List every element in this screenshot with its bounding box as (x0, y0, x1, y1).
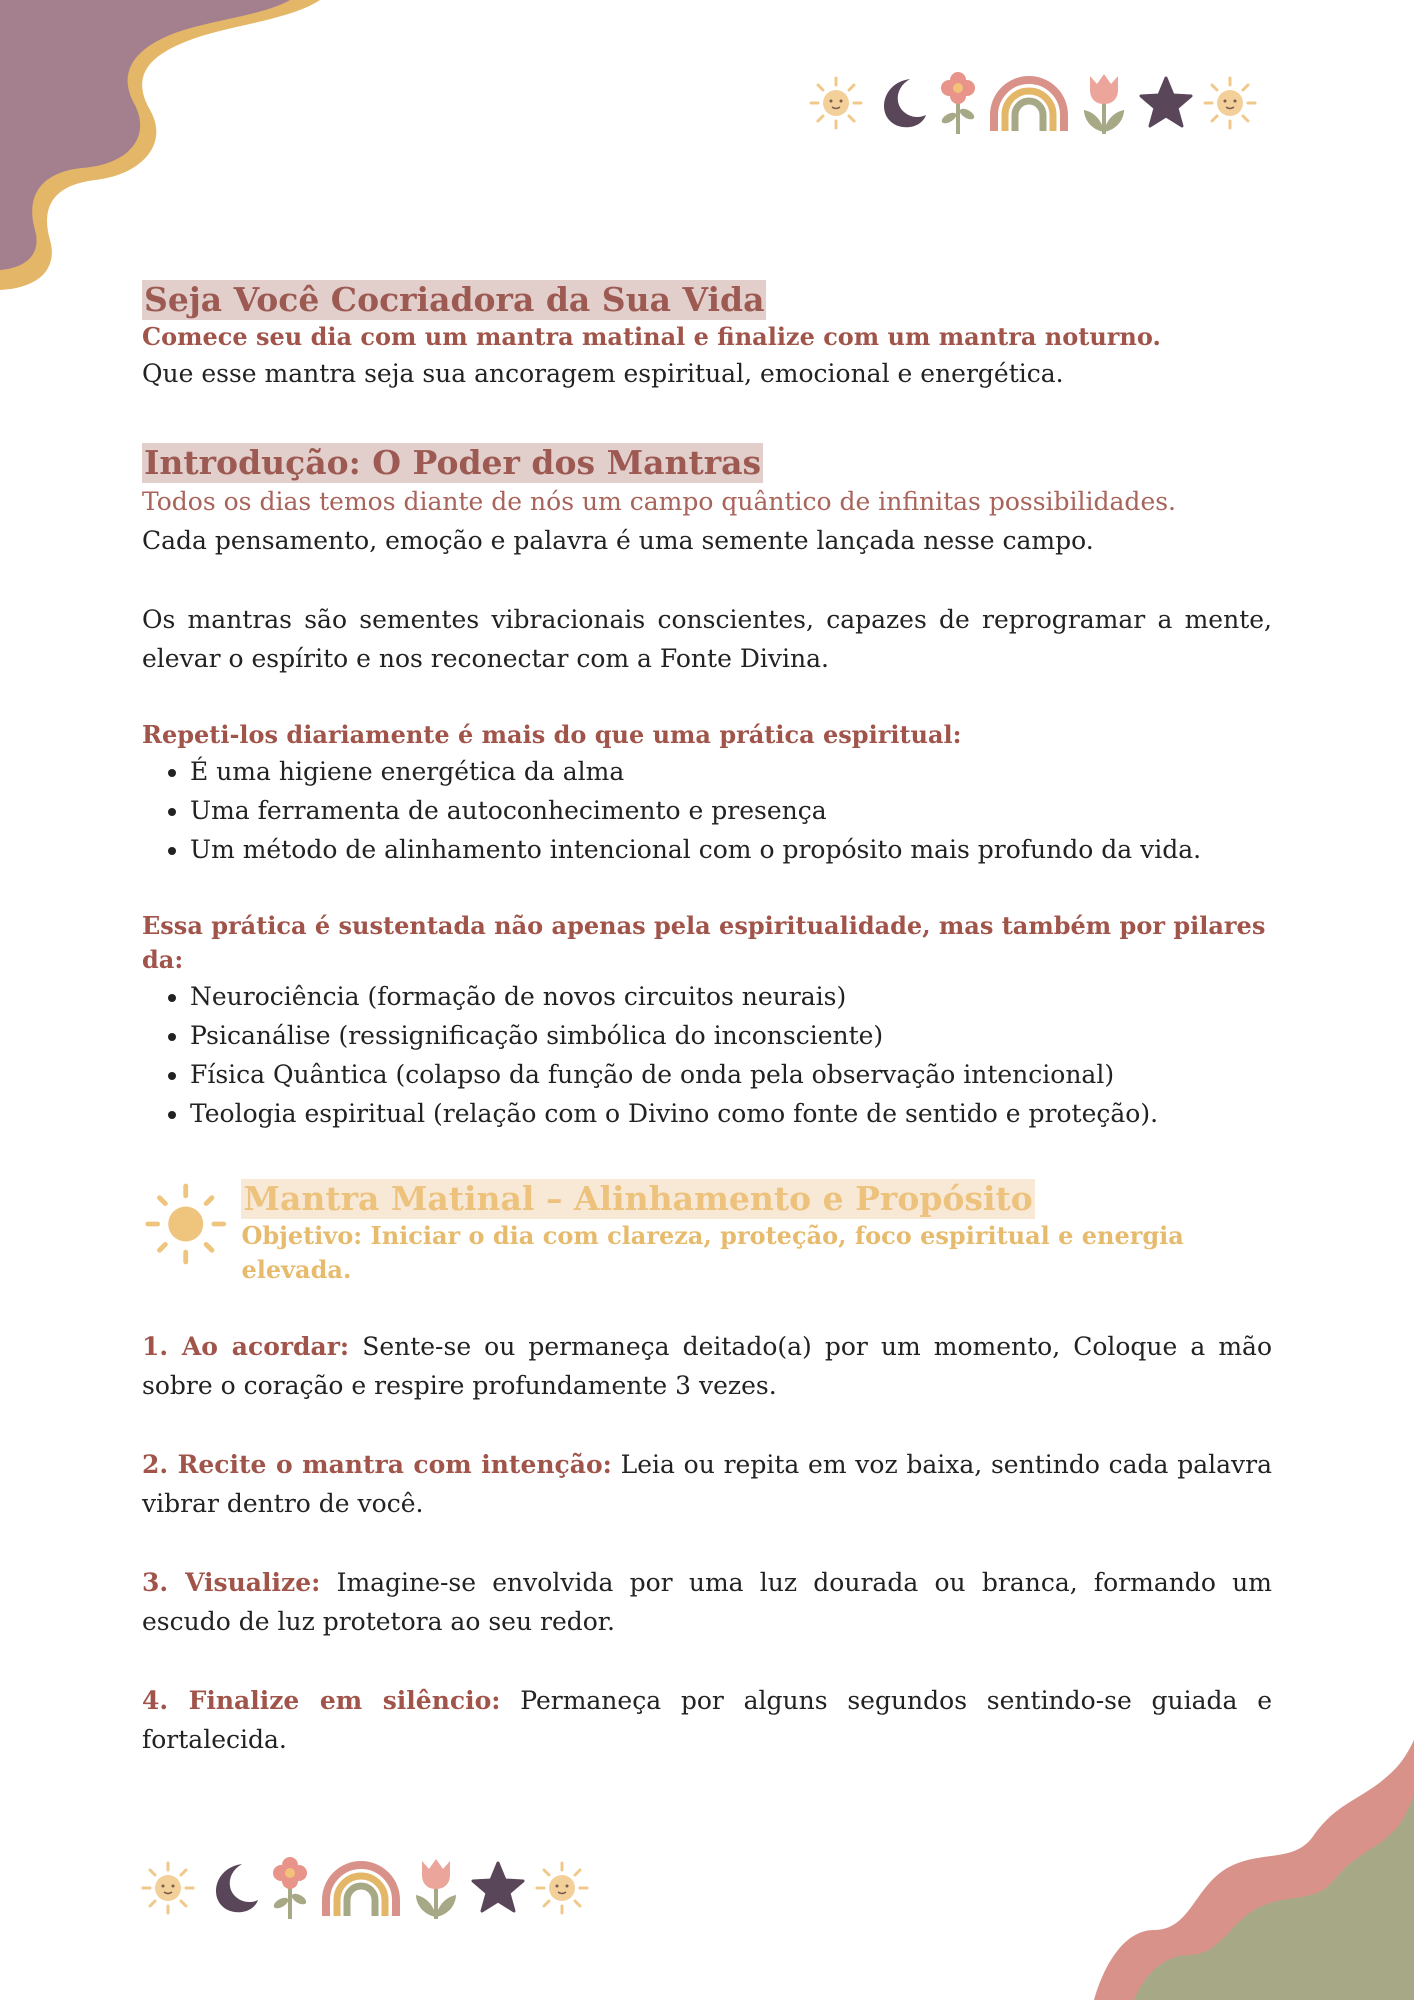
list-item: • Uma ferramenta de autoconhecimento e presença (190, 791, 1272, 830)
star-icon (1138, 75, 1194, 131)
step-label: 1. Ao acordar: (142, 1332, 350, 1361)
step-text: Permaneça por alguns segundos sentindo-se guiada e fortalecida. (142, 1686, 1273, 1754)
practice-list (142, 752, 1272, 869)
star-icon (470, 1860, 526, 1916)
morning-mantra-objective: Objetivo: Iniciar o dia com clareza, proteção, foco espiritual e energia elevada. (241, 1221, 1184, 1284)
list-item: • É uma higiene energética da alma (190, 752, 1272, 791)
tulip-icon (410, 1855, 462, 1921)
bottom-right-wave-decoration (1094, 1740, 1414, 2000)
step-label: 3. Visualize: (142, 1568, 321, 1597)
flower-icon (936, 70, 980, 136)
flower-icon (268, 1855, 312, 1921)
sun-icon (142, 1179, 229, 1269)
intro-line: Que esse mantra seja sua ancoragem espiritual, emocional e energética. (142, 359, 1064, 388)
sun-icon (808, 75, 864, 131)
morning-mantra-header (142, 1179, 1272, 1287)
top-icon-row (808, 70, 1258, 136)
morning-mantra-heading: Mantra Matinal – Alinhamento e Propósito (243, 1179, 1033, 1218)
introduction-lead: Todos os dias temos diante de nós um campo quântico de infinitas possibilidades. (142, 487, 1177, 516)
top-left-wave-decoration (0, 0, 330, 300)
step-4 (142, 1681, 1272, 1759)
list-item: • Física Quântica (colapso da função de onda pela observação intencional) (190, 1055, 1272, 1094)
step-text: Sente-se ou permaneça deitado(a) por um momento, Coloque a mão sobre o coração e respire profundamente 3 vezes. (142, 1332, 1272, 1400)
document-content (142, 280, 1272, 1759)
pillars-heading: Essa prática é sustentada não apenas pela espiritualidade, mas também por pilares da: (142, 911, 1266, 974)
list-item: • Neurociência (formação de novos circuitos neurais) (190, 977, 1272, 1016)
introduction-heading: Introdução: O Poder dos Mantras (144, 443, 762, 482)
list-item: • Um método de alinhamento intencional com o propósito mais profundo da vida. (190, 830, 1272, 869)
step-text: Imagine-se envolvida por uma luz dourada ou branca, formando um escudo de luz protetora ao seu redor. (142, 1568, 1272, 1636)
sun-icon (140, 1860, 196, 1916)
introduction-paragraph: Os mantras são sementes vibracionais conscientes, capazes de reprogramar a mente, elevar o espírito e nos reconectar com a Fonte Divina. (142, 605, 1272, 673)
practice-heading: Repeti-los diariamente é mais do que uma prática espiritual: (142, 720, 962, 749)
step-1 (142, 1327, 1272, 1405)
step-2 (142, 1445, 1272, 1523)
step-3 (142, 1563, 1272, 1641)
pillars-list (142, 977, 1272, 1133)
rainbow-icon (320, 1858, 402, 1918)
step-label: 4. Finalize em silêncio: (142, 1686, 501, 1715)
bottom-icon-row (140, 1855, 590, 1921)
rainbow-icon (988, 73, 1070, 133)
step-text: Leia ou repita em voz baixa, sentindo cada palavra vibrar dentro de você. (142, 1450, 1272, 1518)
list-item: • Teologia espiritual (relação com o Divino como fonte de sentido e proteção). (190, 1094, 1272, 1133)
list-item: • Psicanálise (ressignificação simbólica do inconsciente) (190, 1016, 1272, 1055)
introduction-line: Cada pensamento, emoção e palavra é uma semente lançada nesse campo. (142, 526, 1094, 555)
moon-icon (204, 1858, 260, 1918)
moon-icon (872, 73, 928, 133)
tulip-icon (1078, 70, 1130, 136)
sun-icon (1202, 75, 1258, 131)
step-label: 2. Recite o mantra com intenção: (142, 1450, 612, 1479)
sun-icon (534, 1860, 590, 1916)
page-title: Seja Você Cocriadora da Sua Vida (144, 280, 765, 319)
page-subtitle: Comece seu dia com um mantra matinal e finalize com um mantra noturno. (142, 322, 1161, 351)
